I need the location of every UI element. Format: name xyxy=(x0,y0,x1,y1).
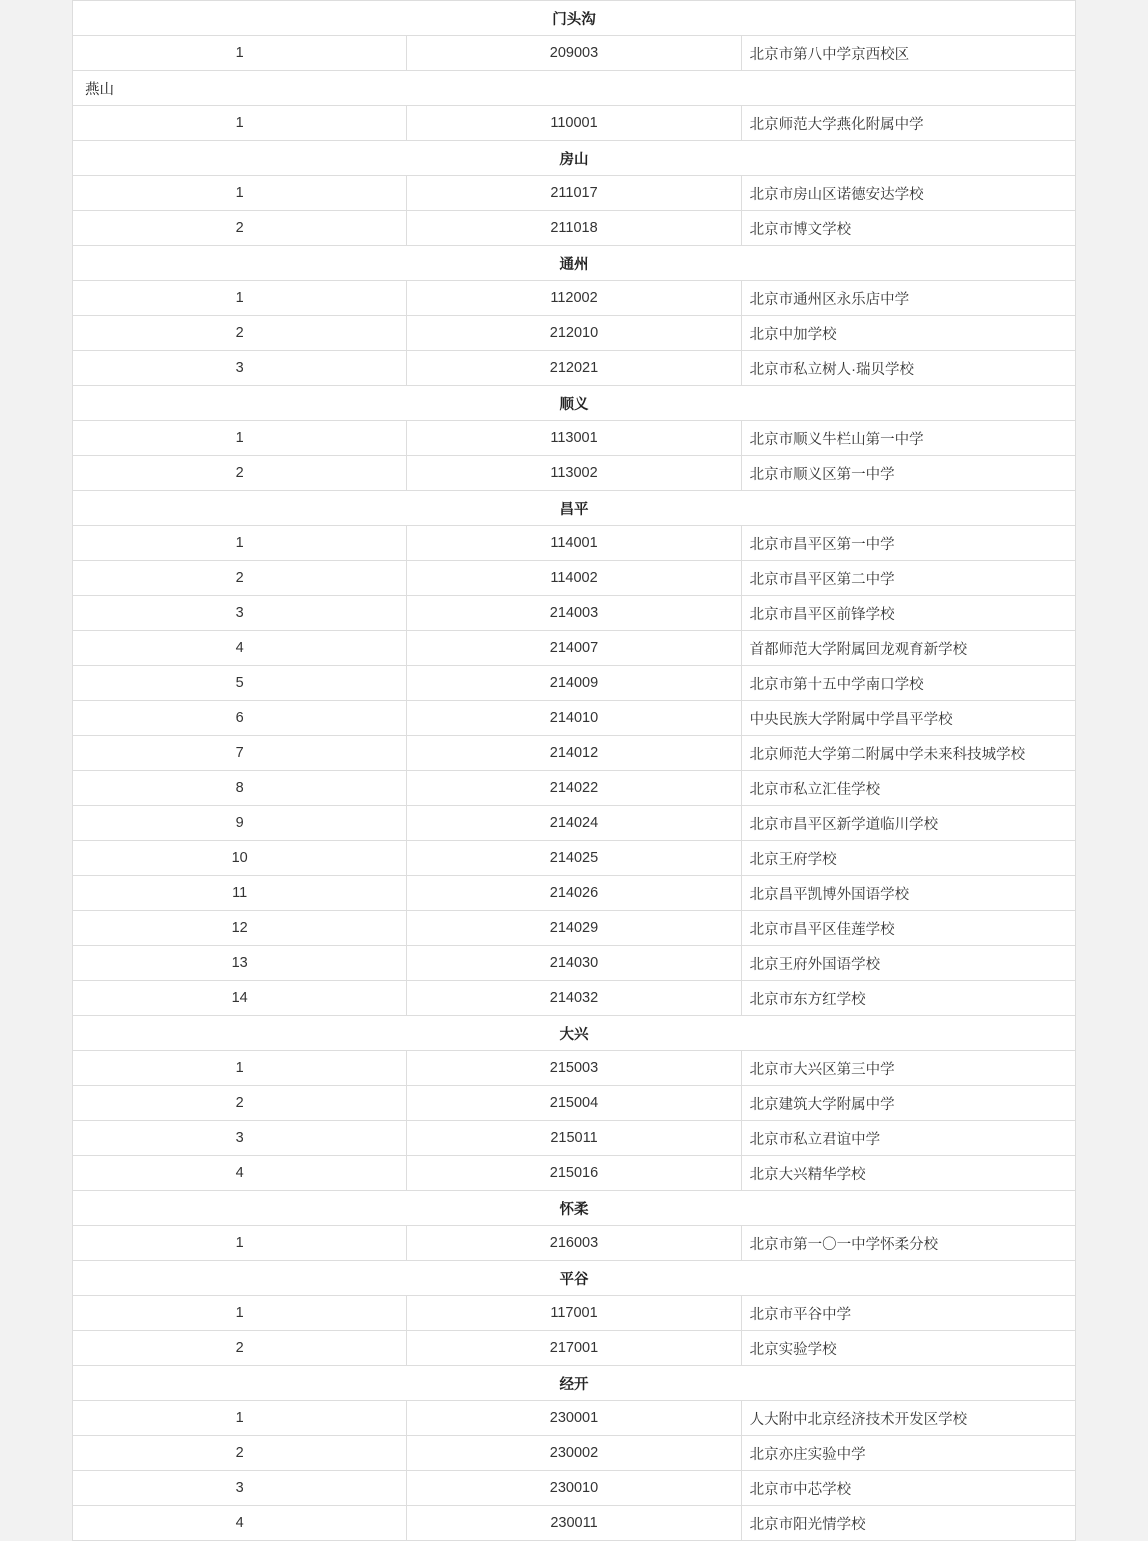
school-name: 北京市房山区诺德安达学校 xyxy=(741,176,1075,211)
school-code: 114001 xyxy=(407,526,741,561)
school-name: 北京师范大学第二附属中学未来科技城学校 xyxy=(741,736,1075,771)
row-index: 4 xyxy=(73,631,407,666)
row-index: 7 xyxy=(73,736,407,771)
school-code: 211018 xyxy=(407,211,741,246)
row-index: 5 xyxy=(73,666,407,701)
school-name: 北京市私立树人·瑞贝学校 xyxy=(741,351,1075,386)
district-name: 门头沟 xyxy=(73,1,1076,36)
school-name: 北京市通州区永乐店中学 xyxy=(741,281,1075,316)
school-name: 北京市平谷中学 xyxy=(741,1296,1075,1331)
school-code: 214003 xyxy=(407,596,741,631)
table-row xyxy=(73,316,1076,351)
school-code: 215003 xyxy=(407,1051,741,1086)
row-index: 1 xyxy=(73,106,407,141)
school-code: 214026 xyxy=(407,876,741,911)
school-table-container xyxy=(72,0,1076,1541)
row-index: 3 xyxy=(73,351,407,386)
table-row xyxy=(73,106,1076,141)
table-row xyxy=(73,421,1076,456)
school-name: 首都师范大学附属回龙观育新学校 xyxy=(741,631,1075,666)
row-index: 1 xyxy=(73,1296,407,1331)
row-index: 2 xyxy=(73,1436,407,1471)
district-header-row xyxy=(73,386,1076,421)
table-row xyxy=(73,1121,1076,1156)
row-index: 2 xyxy=(73,1331,407,1366)
school-code: 117001 xyxy=(407,1296,741,1331)
school-code: 214012 xyxy=(407,736,741,771)
school-name: 北京市中芯学校 xyxy=(741,1471,1075,1506)
school-name: 北京市第十五中学南口学校 xyxy=(741,666,1075,701)
school-code: 230002 xyxy=(407,1436,741,1471)
school-code: 230011 xyxy=(407,1506,741,1541)
school-code: 215011 xyxy=(407,1121,741,1156)
row-index: 4 xyxy=(73,1156,407,1191)
row-index: 1 xyxy=(73,1226,407,1261)
school-code: 214010 xyxy=(407,701,741,736)
table-row xyxy=(73,1051,1076,1086)
school-name: 北京王府外国语学校 xyxy=(741,946,1075,981)
school-name: 北京中加学校 xyxy=(741,316,1075,351)
school-code: 113001 xyxy=(407,421,741,456)
school-name: 北京市昌平区第二中学 xyxy=(741,561,1075,596)
school-name: 北京市昌平区前锋学校 xyxy=(741,596,1075,631)
school-code: 215004 xyxy=(407,1086,741,1121)
school-code: 212021 xyxy=(407,351,741,386)
school-name: 北京大兴精华学校 xyxy=(741,1156,1075,1191)
table-row xyxy=(73,456,1076,491)
district-name: 房山 xyxy=(73,141,1076,176)
school-name: 北京昌平凯博外国语学校 xyxy=(741,876,1075,911)
table-row xyxy=(73,1086,1076,1121)
school-name: 北京市东方红学校 xyxy=(741,981,1075,1016)
table-row xyxy=(73,281,1076,316)
school-code: 113002 xyxy=(407,456,741,491)
district-header-row xyxy=(73,1191,1076,1226)
table-row xyxy=(73,946,1076,981)
table-row xyxy=(73,351,1076,386)
row-index: 1 xyxy=(73,526,407,561)
school-code: 212010 xyxy=(407,316,741,351)
school-name: 北京亦庄实验中学 xyxy=(741,1436,1075,1471)
table-row xyxy=(73,1331,1076,1366)
school-code: 214030 xyxy=(407,946,741,981)
district-name: 昌平 xyxy=(73,491,1076,526)
row-index: 3 xyxy=(73,596,407,631)
school-code: 230010 xyxy=(407,1471,741,1506)
table-row xyxy=(73,596,1076,631)
school-code: 214007 xyxy=(407,631,741,666)
school-code: 114002 xyxy=(407,561,741,596)
row-index: 2 xyxy=(73,1086,407,1121)
table-row xyxy=(73,736,1076,771)
row-index: 14 xyxy=(73,981,407,1016)
school-name: 北京市顺义牛栏山第一中学 xyxy=(741,421,1075,456)
row-index: 1 xyxy=(73,36,407,71)
district-name: 平谷 xyxy=(73,1261,1076,1296)
row-index: 2 xyxy=(73,211,407,246)
table-row xyxy=(73,666,1076,701)
school-code: 214009 xyxy=(407,666,741,701)
district-header-row xyxy=(73,71,1076,106)
district-header-row xyxy=(73,1016,1076,1051)
table-row xyxy=(73,526,1076,561)
school-name: 北京市阳光情学校 xyxy=(741,1506,1075,1541)
district-header-row xyxy=(73,1366,1076,1401)
table-row xyxy=(73,876,1076,911)
row-index: 1 xyxy=(73,281,407,316)
table-row xyxy=(73,36,1076,71)
district-header-row xyxy=(73,1261,1076,1296)
table-row xyxy=(73,1506,1076,1541)
school-name: 北京市大兴区第三中学 xyxy=(741,1051,1075,1086)
school-code: 214032 xyxy=(407,981,741,1016)
table-row xyxy=(73,1156,1076,1191)
table-row xyxy=(73,211,1076,246)
district-header-row xyxy=(73,141,1076,176)
school-code: 110001 xyxy=(407,106,741,141)
school-name: 北京市私立汇佳学校 xyxy=(741,771,1075,806)
school-name: 北京师范大学燕化附属中学 xyxy=(741,106,1075,141)
school-table-body xyxy=(73,1,1076,1541)
school-code: 211017 xyxy=(407,176,741,211)
district-name: 大兴 xyxy=(73,1016,1076,1051)
school-code: 214024 xyxy=(407,806,741,841)
table-row xyxy=(73,701,1076,736)
row-index: 1 xyxy=(73,176,407,211)
row-index: 11 xyxy=(73,876,407,911)
district-header-row xyxy=(73,1,1076,36)
row-index: 10 xyxy=(73,841,407,876)
row-index: 2 xyxy=(73,561,407,596)
district-header-row xyxy=(73,246,1076,281)
table-row xyxy=(73,981,1076,1016)
table-row xyxy=(73,1401,1076,1436)
row-index: 1 xyxy=(73,1051,407,1086)
row-index: 8 xyxy=(73,771,407,806)
school-name: 北京市昌平区新学道临川学校 xyxy=(741,806,1075,841)
school-code: 214022 xyxy=(407,771,741,806)
district-name: 燕山 xyxy=(73,71,1076,106)
row-index: 1 xyxy=(73,421,407,456)
school-name: 北京市昌平区第一中学 xyxy=(741,526,1075,561)
row-index: 9 xyxy=(73,806,407,841)
school-name: 北京市昌平区佳莲学校 xyxy=(741,911,1075,946)
district-header-row xyxy=(73,491,1076,526)
school-code: 214029 xyxy=(407,911,741,946)
school-code: 230001 xyxy=(407,1401,741,1436)
school-name: 北京市顺义区第一中学 xyxy=(741,456,1075,491)
table-row xyxy=(73,911,1076,946)
school-code: 216003 xyxy=(407,1226,741,1261)
table-row xyxy=(73,771,1076,806)
school-list-table xyxy=(72,0,1076,1541)
row-index: 12 xyxy=(73,911,407,946)
district-name: 通州 xyxy=(73,246,1076,281)
school-code: 217001 xyxy=(407,1331,741,1366)
school-code: 215016 xyxy=(407,1156,741,1191)
table-row xyxy=(73,631,1076,666)
school-name: 北京市私立君谊中学 xyxy=(741,1121,1075,1156)
school-name: 北京市第八中学京西校区 xyxy=(741,36,1075,71)
table-row xyxy=(73,841,1076,876)
school-code: 209003 xyxy=(407,36,741,71)
row-index: 13 xyxy=(73,946,407,981)
row-index: 6 xyxy=(73,701,407,736)
school-name: 中央民族大学附属中学昌平学校 xyxy=(741,701,1075,736)
row-index: 2 xyxy=(73,316,407,351)
school-code: 112002 xyxy=(407,281,741,316)
row-index: 4 xyxy=(73,1506,407,1541)
district-name: 经开 xyxy=(73,1366,1076,1401)
table-row xyxy=(73,806,1076,841)
district-name: 怀柔 xyxy=(73,1191,1076,1226)
table-row xyxy=(73,1296,1076,1331)
district-name: 顺义 xyxy=(73,386,1076,421)
row-index: 2 xyxy=(73,456,407,491)
table-row xyxy=(73,561,1076,596)
table-row xyxy=(73,1226,1076,1261)
row-index: 1 xyxy=(73,1401,407,1436)
school-name: 北京王府学校 xyxy=(741,841,1075,876)
school-code: 214025 xyxy=(407,841,741,876)
table-row xyxy=(73,1471,1076,1506)
school-name: 北京建筑大学附属中学 xyxy=(741,1086,1075,1121)
table-row xyxy=(73,176,1076,211)
row-index: 3 xyxy=(73,1121,407,1156)
school-name: 北京市第一〇一中学怀柔分校 xyxy=(741,1226,1075,1261)
table-row xyxy=(73,1436,1076,1471)
school-name: 北京实验学校 xyxy=(741,1331,1075,1366)
row-index: 3 xyxy=(73,1471,407,1506)
school-name: 人大附中北京经济技术开发区学校 xyxy=(741,1401,1075,1436)
school-name: 北京市博文学校 xyxy=(741,211,1075,246)
